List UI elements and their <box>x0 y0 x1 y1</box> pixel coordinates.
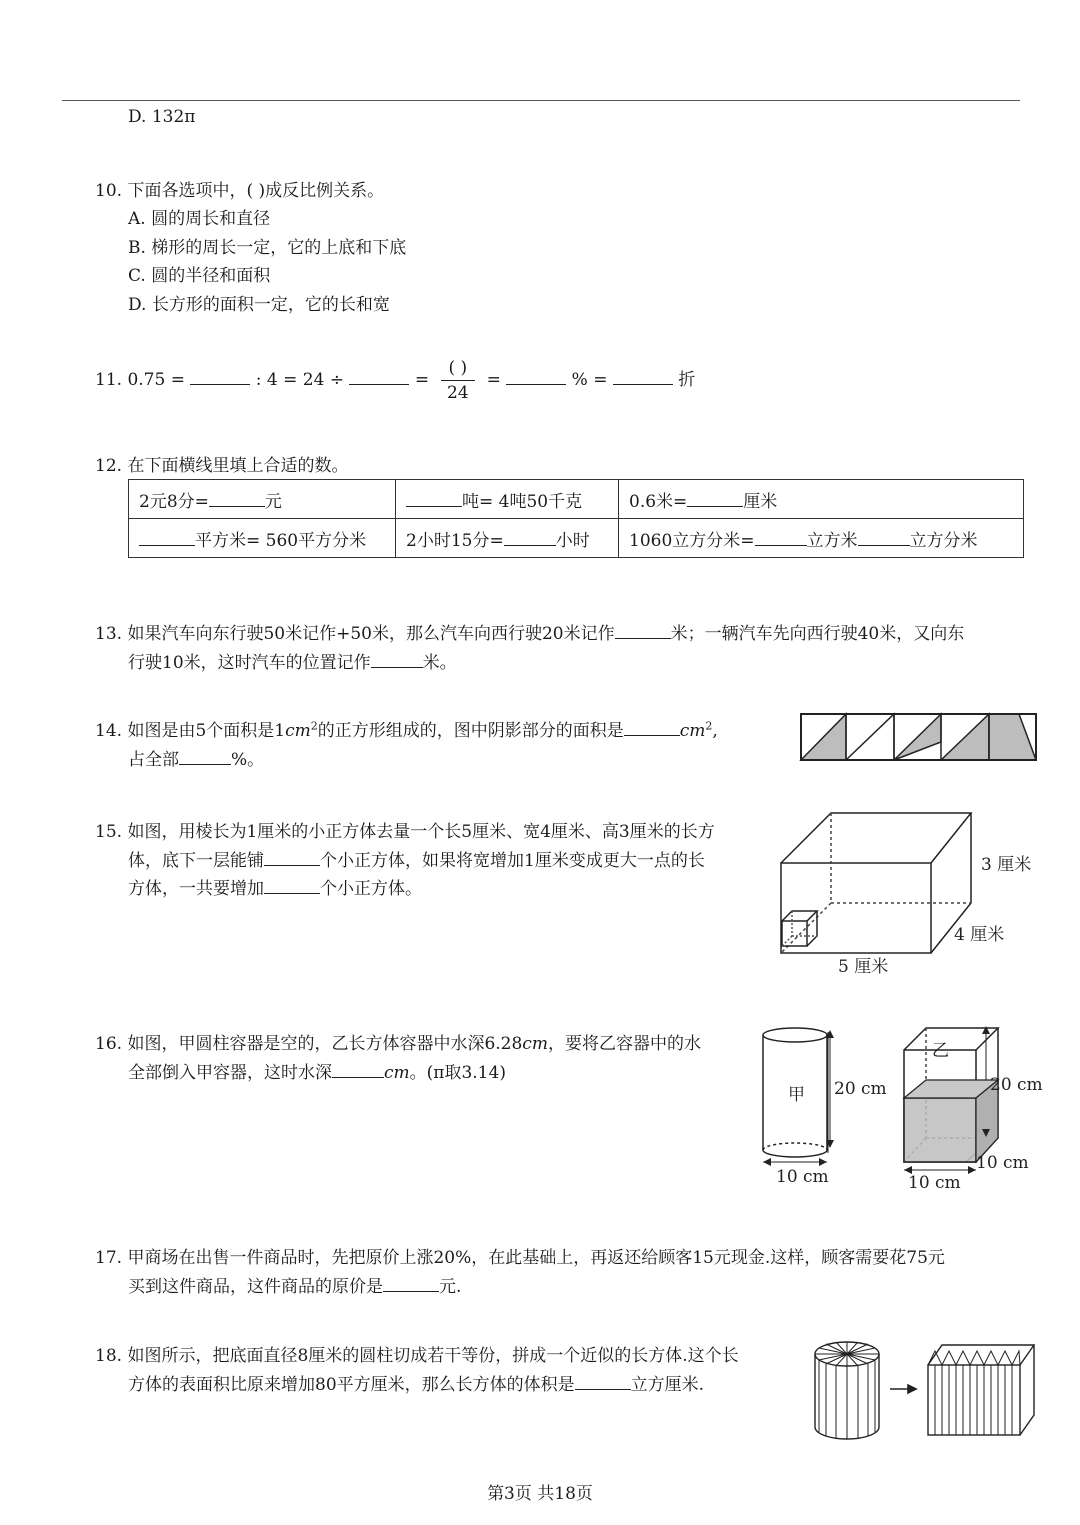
q16-label-jia: 甲 <box>788 1085 805 1105</box>
q12-stem: 12. 在下面横线里填上合适的数。 <box>95 456 349 476</box>
q15-blank-1[interactable] <box>264 851 320 866</box>
q16-water <box>904 1098 976 1162</box>
header-rule <box>62 100 1020 101</box>
q12-table <box>128 479 1024 558</box>
q10-option-a: A. 圆的周长和直径 <box>128 209 271 229</box>
q14-blank-2[interactable] <box>179 750 231 765</box>
q10-stem: 10. 下面各选项中，( )成反比例关系。 <box>95 181 385 201</box>
q17-line1: 17. 甲商场在出售一件商品时，先把原价上涨20%，在此基础上，再返还给顾客15元现金.这样，顾客需要花75元 <box>95 1248 945 1268</box>
q14-line1: 14. 如图是由5个面积是$1cm^2$的正方形组成的，图中阴影部分的面积是 $cm^2$, <box>95 719 718 741</box>
q11-fraction <box>441 358 476 403</box>
q12-blank-5[interactable] <box>504 531 556 546</box>
q13-line1: 13. 如果汽车向东行驶50米记作+50米，那么汽车向西行驶20米记作 米；一辆汽车先向西行驶40米，又向东 <box>95 624 965 644</box>
q15-cuboid-figure <box>776 808 1046 983</box>
q14-shaded-trapezoid <box>989 714 1036 760</box>
q16-label-h1: 20 cm <box>834 1079 887 1099</box>
q11-part5: % = <box>571 370 608 390</box>
q12-blank-6[interactable] <box>755 531 807 546</box>
q14-figure <box>799 712 1039 764</box>
q12-blank-7[interactable] <box>858 531 910 546</box>
q12-cell-3: 0.6米= 厘米 <box>619 480 1024 519</box>
q9-option-d: D. 132π <box>128 107 196 127</box>
q15-line2: 体，底下一层能铺 个小正方体，如果将宽增加1厘米变成更大一点的长 <box>128 851 705 871</box>
q12-cell-1: 2元8分= 元 <box>129 480 396 519</box>
q15-blank-2[interactable] <box>264 879 320 894</box>
q12-blank-2[interactable] <box>406 492 462 507</box>
q16-label-yi: 乙 <box>932 1041 949 1061</box>
q17-blank-1[interactable] <box>383 1277 439 1292</box>
q18-blank-1[interactable] <box>575 1375 631 1390</box>
q16-line1: 16. 如图，甲圆柱容器是空的，乙长方体容器中水深6.28cm，要将乙容器中的水 <box>95 1034 701 1054</box>
q11-number: 11. <box>95 370 123 390</box>
q11-part1: 0.75 = <box>127 370 185 390</box>
q18-line2: 方体的表面积比原来增加80平方厘米，那么长方体的体积是 立方厘米. <box>128 1375 705 1395</box>
q10-option-d: D. 长方形的面积一定，它的长和宽 <box>128 295 390 315</box>
table-row <box>129 480 1024 519</box>
q11-blank-4[interactable] <box>613 370 673 385</box>
q15-label-length: 5 厘米 <box>838 957 889 977</box>
arrow-icon <box>890 1385 916 1393</box>
q11-blank-3[interactable] <box>506 370 566 385</box>
q15-line1: 15. 如图，用棱长为1厘米的小正方体去量一个长5厘米、宽4厘米、高3厘米的长方 <box>95 822 715 842</box>
q11-frac-numerator[interactable]: ( ) <box>441 358 476 381</box>
q11-blank-1[interactable] <box>190 370 250 385</box>
q14-blank-1[interactable] <box>624 721 680 736</box>
q14-triangle <box>846 714 894 760</box>
q16-label-d1: 10 cm <box>776 1167 829 1187</box>
q12-blank-1[interactable] <box>209 492 265 507</box>
q16-label-w2: 10 cm <box>976 1153 1029 1173</box>
q15-label-height: 3 厘米 <box>981 855 1032 875</box>
q13-line2: 行驶10米，这时汽车的位置记作 米。 <box>128 653 457 673</box>
q11-part6: 折 <box>678 370 696 390</box>
q12-cell-5: 2小时15分= 小时 <box>396 519 619 558</box>
q16-blank-1[interactable] <box>332 1063 384 1078</box>
q16-line2: 全部倒入甲容器，这时水深 cm。(π取3.14) <box>128 1063 506 1083</box>
q12-cell-4: 平方米= 560平方分米 <box>129 519 396 558</box>
q11-equation <box>95 358 695 403</box>
q12-cell-2: 吨= 4吨50千克 <box>396 480 619 519</box>
q14-line2: 占全部 %。 <box>128 750 265 770</box>
q12-blank-4[interactable] <box>139 531 195 546</box>
q11-part4: = <box>486 370 501 390</box>
q12-cell-6: 1060立方分米= 立方米 立方分米 <box>619 519 1024 558</box>
q10-option-b: B. 梯形的周长一定，它的上底和下底 <box>128 238 407 258</box>
q14-shaded-triangle <box>894 714 941 760</box>
q18-cuboid <box>928 1345 1034 1435</box>
q12-blank-3[interactable] <box>687 492 743 507</box>
q13-blank-1[interactable] <box>615 624 671 639</box>
q10-option-c: C. 圆的半径和面积 <box>128 266 271 286</box>
q14-shaded-triangle <box>941 714 989 760</box>
q15-label-width: 4 厘米 <box>954 925 1005 945</box>
q18-cylinder <box>815 1342 879 1439</box>
q18-figure <box>810 1337 1045 1442</box>
q16-label-h2: 20 cm <box>990 1075 1043 1095</box>
table-row <box>129 519 1024 558</box>
q11-part3: = <box>414 370 430 390</box>
q11-blank-2[interactable] <box>349 370 409 385</box>
q11-part2: : 4 = 24 ÷ <box>255 370 345 390</box>
q17-line2: 买到这件商品，这件商品的原价是 元. <box>128 1277 462 1297</box>
q18-line1: 18. 如图所示，把底面直径8厘米的圆柱切成若干等份，拼成一个近似的长方体.这个长 <box>95 1346 739 1366</box>
q16-containers-figure <box>758 1020 1048 1195</box>
q13-blank-2[interactable] <box>371 653 423 668</box>
q11-frac-denominator: 24 <box>447 383 469 403</box>
page-footer: 第3页 共18页 <box>487 1484 593 1504</box>
q16-label-l2: 10 cm <box>908 1173 961 1193</box>
q15-line3: 方体，一共要增加 个小正方体。 <box>128 879 422 899</box>
q14-shaded-triangle <box>801 714 846 760</box>
